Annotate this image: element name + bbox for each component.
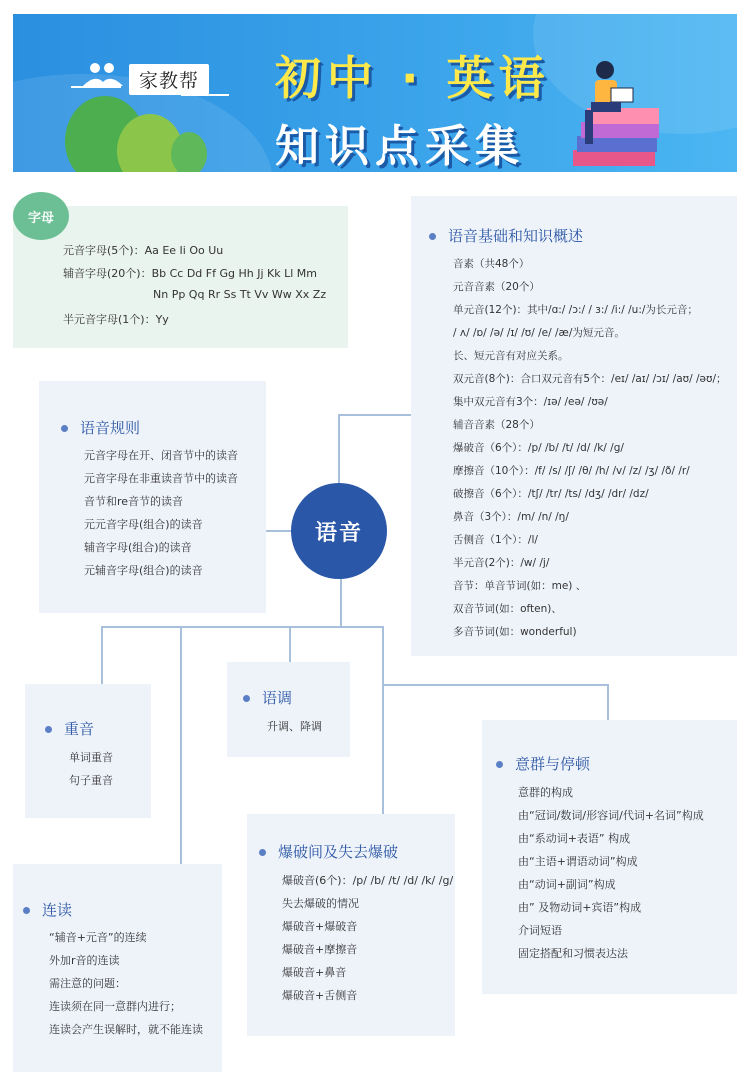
letters-line: 辅音字母(20个)：Bb Cc Dd Ff Gg Hh Jj Kk Ll Mm	[63, 267, 317, 280]
basics-line: 长、短元音有对应关系。	[453, 350, 569, 362]
basics-line: / ʌ/ /ɒ/ /ə/ /ɪ/ /ʊ/ /e/ /æ/为短元音。	[453, 327, 625, 339]
intonation-title	[243, 687, 292, 708]
sense-group-line: 由“系动词+表语” 构成	[518, 832, 631, 845]
center-node: 语音	[291, 483, 387, 579]
student-reading-illustration	[561, 54, 671, 172]
bullet-icon	[61, 425, 68, 432]
basics-line: 辅音音素（28个）	[453, 419, 540, 431]
letters-line: Nn Pp Qq Rr Ss Tt Vv Ww Xx Zz	[153, 288, 327, 301]
liaison-card	[13, 864, 222, 1072]
rules-line: 元元音字母(组合)的读音	[84, 518, 203, 531]
letters-line: 半元音字母(1个)：Yy	[63, 313, 169, 326]
plosion-title	[259, 841, 398, 862]
bullet-icon	[23, 907, 30, 914]
liaison-line: 连读须在同一意群内进行；	[49, 1000, 181, 1013]
basics-line: 双音节词(如：often)、	[453, 603, 562, 615]
connector	[382, 684, 608, 686]
stress-title	[45, 718, 94, 739]
sense-group-line: 由“主语+谓语动词”构成	[518, 855, 638, 868]
basics-line: 集中双元音有3个：/ɪə/ /eə/ /ʊə/	[453, 396, 608, 408]
logo-underline	[181, 94, 229, 96]
basics-line: 单元音(12个)：其中/ɑ:/ /ɔ:/ / ɜ:/ /i:/ /u:/为长元音；	[453, 304, 698, 316]
basics-line: 舌侧音（1个）：/l/	[453, 534, 538, 546]
sense-group-line: 固定搭配和习惯表达法	[518, 947, 628, 960]
bush-decoration	[171, 132, 207, 172]
liaison-line: 外加r音的连读	[49, 954, 120, 967]
header-banner	[13, 14, 737, 172]
basics-title	[429, 225, 583, 246]
stress-title-text: 重音	[64, 720, 95, 738]
liaison-line: “辅音+元音”的连续	[49, 931, 147, 944]
connector	[180, 626, 182, 864]
sense-group-title-text: 意群与停顿	[515, 755, 591, 773]
basics-line: 双元音(8个)：合口双元音有5个：/eɪ/ /aɪ/ /ɔɪ/ /aʊ/ /əʊ/；	[453, 373, 727, 385]
bullet-icon	[243, 695, 250, 702]
stress-line: 单词重音	[69, 751, 113, 764]
basics-line: 摩擦音（10个）：/f/ /s/ /ʃ/ /θ/ /h/ /v/ /z/ /ʒ/ /ð/ /r/	[453, 465, 690, 477]
logo-underline	[71, 86, 121, 88]
rules-line: 元辅音字母(组合)的读音	[84, 564, 203, 577]
liaison-line: 连读会产生误解时，就不能连读	[49, 1023, 203, 1036]
banner-title-line1: 初中 · 英语	[275, 51, 551, 105]
bullet-icon	[259, 849, 266, 856]
basics-line: 多音节词(如：wonderful)	[453, 626, 577, 638]
sense-group-line: 由” 及物动词+宾语”构成	[518, 901, 642, 914]
liaison-title	[23, 899, 72, 920]
connector	[382, 626, 384, 816]
bullet-icon	[496, 761, 503, 768]
stress-line: 句子重音	[69, 774, 113, 787]
rules-line: 音节和re音节的读音	[84, 495, 184, 508]
rules-line: 元音字母在非重读音节中的读音	[84, 472, 238, 485]
bullet-icon	[45, 726, 52, 733]
intonation-card	[227, 662, 350, 757]
rules-title	[61, 417, 140, 438]
rules-card	[39, 381, 266, 613]
plosion-line: 失去爆破的情况	[282, 897, 359, 910]
liaison-line: 需注意的问题：	[49, 977, 126, 990]
basics-line: 元音音素（20个）	[453, 281, 540, 293]
plosion-line: 爆破音+鼻音	[282, 966, 347, 979]
basics-line: 破擦音（6个）：/tʃ/ /tr/ /ts/ /dʒ/ /dr/ /dz/	[453, 488, 649, 500]
intonation-title-text: 语调	[262, 689, 293, 707]
basics-line: 鼻音（3个）：/m/ /n/ /ŋ/	[453, 511, 569, 523]
basics-card	[411, 196, 737, 656]
plosion-line: 爆破音+舌侧音	[282, 989, 358, 1002]
connector	[340, 578, 342, 628]
sense-group-title	[496, 753, 590, 774]
rules-line: 元音字母在开、闭音节中的读音	[84, 449, 238, 462]
sense-group-line: 由“动词+副词”构成	[518, 878, 616, 891]
plosion-line: 爆破音(6个)：/p/ /b/ /t/ /d/ /k/ /g/	[282, 874, 454, 887]
connector	[338, 414, 412, 416]
connector	[607, 684, 609, 722]
connector	[289, 626, 291, 664]
plosion-line: 爆破音+摩擦音	[282, 943, 358, 956]
letters-badge: 字母	[13, 192, 69, 240]
letters-line: 元音字母(5个)：Aa Ee Ii Oo Uu	[63, 244, 224, 257]
rules-title-text: 语音规则	[80, 419, 141, 437]
connector	[338, 414, 340, 484]
stress-card	[25, 684, 151, 818]
sense-group-line: 介词短语	[518, 924, 562, 937]
basics-line: 半元音(2个)：/w/ /j/	[453, 557, 550, 569]
basics-line: 音素（共48个）	[453, 258, 530, 270]
plosion-title-text: 爆破间及失去爆破	[278, 843, 399, 861]
sense-group-card	[482, 720, 737, 994]
logo-text: 家教帮	[129, 64, 209, 95]
connector	[266, 530, 292, 532]
basics-line: 爆破音（6个）：/p/ /b/ /t/ /d/ /k/ /g/	[453, 442, 624, 454]
banner-title-line2: 知识点采集	[275, 121, 525, 172]
rules-line: 辅音字母(组合)的读音	[84, 541, 192, 554]
connector	[101, 626, 383, 628]
basics-line: 音节：单音节词(如：me) 、	[453, 580, 587, 592]
basics-title-text: 语音基础和知识概述	[448, 227, 584, 245]
sense-group-line: 意群的构成	[518, 786, 573, 799]
sense-group-line: 由“冠词/数词/形容词/代词+名词”构成	[518, 809, 704, 822]
connector	[101, 626, 103, 686]
liaison-title-text: 连读	[42, 901, 73, 919]
intonation-line: 升调、降调	[267, 720, 322, 733]
plosion-line: 爆破音+爆破音	[282, 920, 358, 933]
plosion-card	[247, 814, 455, 1036]
logo	[71, 56, 231, 96]
bullet-icon	[429, 233, 436, 240]
